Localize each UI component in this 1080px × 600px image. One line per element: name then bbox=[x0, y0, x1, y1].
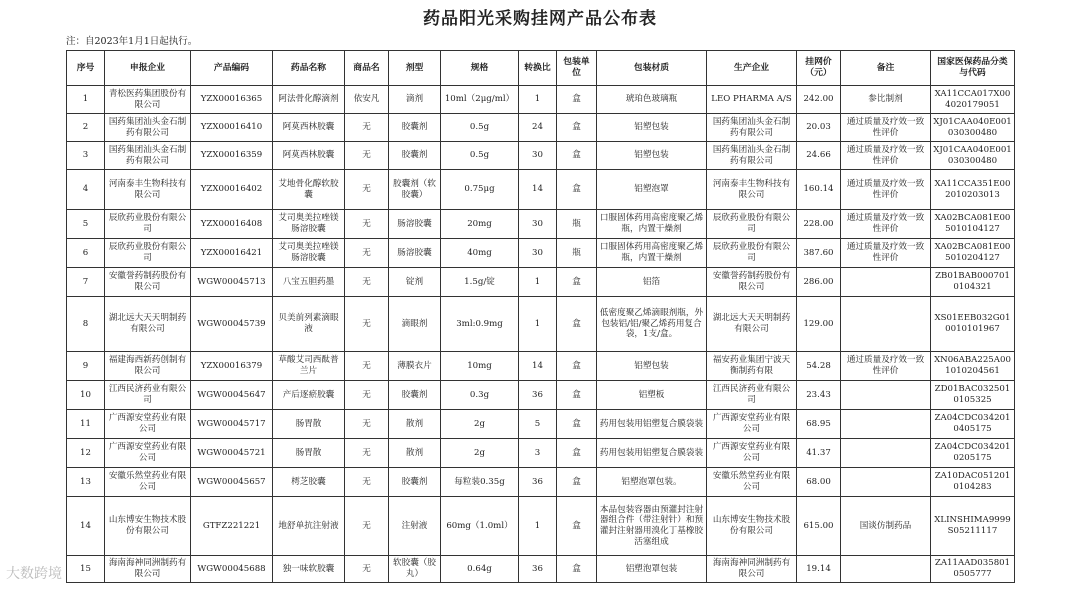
table-cell: 1 bbox=[519, 297, 557, 352]
table-cell: 通过质量及疗效一致性评价 bbox=[841, 210, 931, 239]
table-cell: XN06ABA225A001010204561 bbox=[931, 352, 1015, 381]
column-header: 商品名 bbox=[345, 51, 389, 86]
table-cell: 盒 bbox=[557, 170, 597, 210]
column-header: 规格 bbox=[441, 51, 519, 86]
table-cell: YZX00016410 bbox=[191, 114, 273, 142]
table-cell: 20mg bbox=[441, 210, 519, 239]
table-cell: 1 bbox=[67, 86, 105, 114]
column-header: 挂网价（元） bbox=[797, 51, 841, 86]
table-cell: 387.60 bbox=[797, 239, 841, 268]
table-cell: 6 bbox=[67, 239, 105, 268]
table-cell: 盒 bbox=[557, 410, 597, 439]
table-cell: 36 bbox=[519, 381, 557, 410]
table-row bbox=[67, 239, 1015, 268]
table-cell: 辰欣药业股份有限公司 bbox=[707, 239, 797, 268]
table-cell: 9 bbox=[67, 352, 105, 381]
table-cell: 无 bbox=[345, 114, 389, 142]
table-row bbox=[67, 410, 1015, 439]
table-cell: 盒 bbox=[557, 497, 597, 556]
table-cell: 通过质量及疗效一致性评价 bbox=[841, 142, 931, 170]
table-cell: 安徽乐然堂药业有限公司 bbox=[707, 468, 797, 497]
table-cell: 242.00 bbox=[797, 86, 841, 114]
table-cell: 胶囊剂 bbox=[389, 114, 441, 142]
table-cell: 14 bbox=[67, 497, 105, 556]
table-cell: 山东博安生物技术股份有限公司 bbox=[707, 497, 797, 556]
table-cell: 36 bbox=[519, 556, 557, 583]
table-cell: 产后逐瘀胶囊 bbox=[273, 381, 345, 410]
table-cell: 盒 bbox=[557, 297, 597, 352]
table-cell: ZA10DAC0512010104283 bbox=[931, 468, 1015, 497]
table-cell: 盒 bbox=[557, 268, 597, 297]
table-cell: 30 bbox=[519, 210, 557, 239]
table-cell: 湖北远大天天明制药有限公司 bbox=[105, 297, 191, 352]
table-cell: 铝塑泡罩 bbox=[597, 170, 707, 210]
column-header: 产品编码 bbox=[191, 51, 273, 86]
table-cell: 3 bbox=[67, 142, 105, 170]
table-cell: 铝塑板 bbox=[597, 381, 707, 410]
table-cell: 滴剂 bbox=[389, 86, 441, 114]
table-cell: 68.95 bbox=[797, 410, 841, 439]
table-cell: 广西源安堂药业有限公司 bbox=[707, 410, 797, 439]
table-cell: 低密度聚乙烯滴眼剂瓶，外包装铝/铝/聚乙烯药用复合袋，1支/盒。 bbox=[597, 297, 707, 352]
table-cell: 海南海神同洲制药有限公司 bbox=[105, 556, 191, 583]
table-cell: 无 bbox=[345, 268, 389, 297]
table-cell: WGW00045721 bbox=[191, 439, 273, 468]
table-cell: 肠溶胶囊 bbox=[389, 239, 441, 268]
table-cell: 4 bbox=[67, 170, 105, 210]
table-cell: 无 bbox=[345, 468, 389, 497]
table-row bbox=[67, 170, 1015, 210]
table-cell: 河南泰丰生物科技有限公司 bbox=[105, 170, 191, 210]
table-cell: WGW00045647 bbox=[191, 381, 273, 410]
column-header: 包装单位 bbox=[557, 51, 597, 86]
table-cell: XA02BCA081E005010204127 bbox=[931, 239, 1015, 268]
table-cell: 盒 bbox=[557, 142, 597, 170]
table-cell: 福建海西新药创制有限公司 bbox=[105, 352, 191, 381]
table-cell: ZA11AAD0358010505777 bbox=[931, 556, 1015, 583]
table-cell: 24.66 bbox=[797, 142, 841, 170]
table-cell: 通过质量及疗效一致性评价 bbox=[841, 239, 931, 268]
table-cell: 樗芝胶囊 bbox=[273, 468, 345, 497]
column-header: 生产企业 bbox=[707, 51, 797, 86]
product-table bbox=[66, 50, 1015, 583]
table-cell: YZX00016379 bbox=[191, 352, 273, 381]
table-cell: XA02BCA081E005010104127 bbox=[931, 210, 1015, 239]
table-cell: 地舒单抗注射液 bbox=[273, 497, 345, 556]
table-cell: 艾司奥美拉唑镁肠溶胶囊 bbox=[273, 239, 345, 268]
table-cell: 肠溶胶囊 bbox=[389, 210, 441, 239]
table-cell: 药用包装用铝塑复合膜袋装 bbox=[597, 439, 707, 468]
table-cell: 10ml（2μg/ml） bbox=[441, 86, 519, 114]
table-cell: 无 bbox=[345, 556, 389, 583]
table-cell: 安徽乐然堂药业有限公司 bbox=[105, 468, 191, 497]
table-cell: 10mg bbox=[441, 352, 519, 381]
table-cell bbox=[841, 468, 931, 497]
table-cell: 13 bbox=[67, 468, 105, 497]
table-cell: 盒 bbox=[557, 352, 597, 381]
table-cell: 八宝五胆药墨 bbox=[273, 268, 345, 297]
table-cell: 散剂 bbox=[389, 439, 441, 468]
table-cell: 7 bbox=[67, 268, 105, 297]
table-header-row bbox=[67, 51, 1015, 86]
table-cell: 湖北远大天天明制药有限公司 bbox=[707, 297, 797, 352]
table-cell: 软胶囊（胶丸） bbox=[389, 556, 441, 583]
table-cell: XLINSHIMA9999S05211117 bbox=[931, 497, 1015, 556]
table-cell: 19.14 bbox=[797, 556, 841, 583]
table-cell: 盒 bbox=[557, 439, 597, 468]
table-cell: YZX00016365 bbox=[191, 86, 273, 114]
column-header: 备注 bbox=[841, 51, 931, 86]
table-cell: 瓶 bbox=[557, 239, 597, 268]
table-cell: 锭剂 bbox=[389, 268, 441, 297]
table-cell: 琥珀色玻璃瓶 bbox=[597, 86, 707, 114]
table-cell: 口服固体药用高密度聚乙烯瓶，内置干燥剂 bbox=[597, 210, 707, 239]
table-cell: 68.00 bbox=[797, 468, 841, 497]
table-cell: 0.5g bbox=[441, 114, 519, 142]
table-cell bbox=[841, 439, 931, 468]
table-cell: 铝塑泡罩包装 bbox=[597, 556, 707, 583]
table-cell: 铝塑包装 bbox=[597, 142, 707, 170]
table-cell: 胶囊剂 bbox=[389, 468, 441, 497]
table-cell: 注射液 bbox=[389, 497, 441, 556]
table-cell: 8 bbox=[67, 297, 105, 352]
table-cell: 铝塑包装 bbox=[597, 352, 707, 381]
table-cell: GTFZ221221 bbox=[191, 497, 273, 556]
table-cell: 无 bbox=[345, 239, 389, 268]
table-cell: 贝美前列素滴眼液 bbox=[273, 297, 345, 352]
table-cell: 30 bbox=[519, 239, 557, 268]
table-cell: 2g bbox=[441, 410, 519, 439]
table-cell: 无 bbox=[345, 497, 389, 556]
table-cell: 23.43 bbox=[797, 381, 841, 410]
table-cell: YZX00016359 bbox=[191, 142, 273, 170]
table-cell: 肠胃散 bbox=[273, 410, 345, 439]
table-cell: 0.64g bbox=[441, 556, 519, 583]
table-row bbox=[67, 439, 1015, 468]
table-row bbox=[67, 86, 1015, 114]
table-cell: 盒 bbox=[557, 86, 597, 114]
table-cell: 36 bbox=[519, 468, 557, 497]
table-cell: XS01EEB032G010010101967 bbox=[931, 297, 1015, 352]
table-cell bbox=[841, 381, 931, 410]
table-cell: WGW00045713 bbox=[191, 268, 273, 297]
table-cell: YZX00016408 bbox=[191, 210, 273, 239]
table-cell: 铝塑泡罩包装。 bbox=[597, 468, 707, 497]
table-cell: ZD01BAC0325010105325 bbox=[931, 381, 1015, 410]
table-cell: XA11CCA351E002010203013 bbox=[931, 170, 1015, 210]
table-row bbox=[67, 297, 1015, 352]
column-header: 药品名称 bbox=[273, 51, 345, 86]
table-cell: 口服固体药用高密度聚乙烯瓶，内置干燥剂 bbox=[597, 239, 707, 268]
table-cell: 30 bbox=[519, 142, 557, 170]
table-cell: 20.03 bbox=[797, 114, 841, 142]
table-row bbox=[67, 556, 1015, 583]
table-cell: WGW00045657 bbox=[191, 468, 273, 497]
table-cell bbox=[841, 556, 931, 583]
column-header: 转换比 bbox=[519, 51, 557, 86]
column-header: 剂型 bbox=[389, 51, 441, 86]
table-row bbox=[67, 210, 1015, 239]
table-cell: 54.28 bbox=[797, 352, 841, 381]
watermark-logo: 大数跨境 bbox=[6, 566, 62, 582]
table-cell: 海南海神同洲制药有限公司 bbox=[707, 556, 797, 583]
table-cell: 广西源安堂药业有限公司 bbox=[707, 439, 797, 468]
table-cell: 40mg bbox=[441, 239, 519, 268]
table-cell: 5 bbox=[67, 210, 105, 239]
table-cell: 国药集团汕头金石制药有限公司 bbox=[707, 114, 797, 142]
table-cell: 盒 bbox=[557, 381, 597, 410]
table-cell: WGW00045717 bbox=[191, 410, 273, 439]
table-cell: 艾司奥美拉唑镁肠溶胶囊 bbox=[273, 210, 345, 239]
table-cell: 5 bbox=[519, 410, 557, 439]
table-cell: 江西民济药业有限公司 bbox=[707, 381, 797, 410]
table-cell: XJ01CAA040E001030300480 bbox=[931, 114, 1015, 142]
table-cell: 11 bbox=[67, 410, 105, 439]
table-cell: 辰欣药业股份有限公司 bbox=[105, 239, 191, 268]
table-cell: XJ01CAA040E001030300480 bbox=[931, 142, 1015, 170]
table-cell: 国谈仿制药品 bbox=[841, 497, 931, 556]
table-cell: 药用包装用铝塑复合膜袋装 bbox=[597, 410, 707, 439]
table-cell: 41.37 bbox=[797, 439, 841, 468]
table-row bbox=[67, 497, 1015, 556]
table-cell: 盒 bbox=[557, 556, 597, 583]
table-cell: 1 bbox=[519, 86, 557, 114]
table-cell bbox=[841, 268, 931, 297]
table-cell: 辰欣药业股份有限公司 bbox=[707, 210, 797, 239]
column-header: 国家医保药品分类与代码 bbox=[931, 51, 1015, 86]
table-cell: 安徽誉药制药股份有限公司 bbox=[707, 268, 797, 297]
table-cell: 河南泰丰生物科技有限公司 bbox=[707, 170, 797, 210]
table-cell: 本品包装容器由预灌封注射器组合件（带注射针）和预灌封注射器用溴化丁基橡胶活塞组成 bbox=[597, 497, 707, 556]
table-cell: 无 bbox=[345, 142, 389, 170]
table-cell: XA11CCA017X004020179051 bbox=[931, 86, 1015, 114]
table-cell: 10 bbox=[67, 381, 105, 410]
table-row bbox=[67, 468, 1015, 497]
table-cell: 14 bbox=[519, 170, 557, 210]
table-cell: 无 bbox=[345, 170, 389, 210]
table-cell: ZB01BAB0007010104321 bbox=[931, 268, 1015, 297]
table-cell: 24 bbox=[519, 114, 557, 142]
table-cell: 阿莫西林胶囊 bbox=[273, 114, 345, 142]
table-cell: 盒 bbox=[557, 114, 597, 142]
table-cell: 通过质量及疗效一致性评价 bbox=[841, 170, 931, 210]
table-cell: 通过质量及疗效一致性评价 bbox=[841, 114, 931, 142]
table-cell: 广西源安堂药业有限公司 bbox=[105, 410, 191, 439]
table-cell: 国药集团汕头金石制药有限公司 bbox=[707, 142, 797, 170]
table-cell: 安徽誉药制药股份有限公司 bbox=[105, 268, 191, 297]
table-cell: 草酸艾司西酞普兰片 bbox=[273, 352, 345, 381]
table-cell: 无 bbox=[345, 410, 389, 439]
column-header: 包装材质 bbox=[597, 51, 707, 86]
table-cell: 铝塑包装 bbox=[597, 114, 707, 142]
column-header: 申报企业 bbox=[105, 51, 191, 86]
table-row bbox=[67, 114, 1015, 142]
table-cell: 0.75μg bbox=[441, 170, 519, 210]
table-cell: 依安凡 bbox=[345, 86, 389, 114]
table-cell: 228.00 bbox=[797, 210, 841, 239]
table-row bbox=[67, 268, 1015, 297]
table-cell: 无 bbox=[345, 297, 389, 352]
table-cell: 1 bbox=[519, 497, 557, 556]
table-row bbox=[67, 352, 1015, 381]
table-cell: 286.00 bbox=[797, 268, 841, 297]
table-cell: 1 bbox=[519, 268, 557, 297]
page-title: 药品阳光采购挂网产品公布表 bbox=[423, 9, 657, 29]
table-cell: 阿法骨化醇滴剂 bbox=[273, 86, 345, 114]
table-cell: 无 bbox=[345, 352, 389, 381]
table-cell: 15 bbox=[67, 556, 105, 583]
table-cell: 3ml:0.9mg bbox=[441, 297, 519, 352]
table-cell: 12 bbox=[67, 439, 105, 468]
table-cell bbox=[841, 410, 931, 439]
table-cell: 独一味软胶囊 bbox=[273, 556, 345, 583]
column-header: 序号 bbox=[67, 51, 105, 86]
table-cell: 福安药业集团宁波天衡制药有限 bbox=[707, 352, 797, 381]
table-cell: 参比制剂 bbox=[841, 86, 931, 114]
table-cell: 160.14 bbox=[797, 170, 841, 210]
table-cell: 胶囊剂 bbox=[389, 381, 441, 410]
table-cell: 国药集团汕头金石制药有限公司 bbox=[105, 114, 191, 142]
table-cell: YZX00016421 bbox=[191, 239, 273, 268]
table-cell: 散剂 bbox=[389, 410, 441, 439]
table-cell bbox=[841, 297, 931, 352]
table-cell: 0.5g bbox=[441, 142, 519, 170]
table-cell: LEO PHARMA A/S bbox=[707, 86, 797, 114]
table-cell: 胶囊剂 bbox=[389, 142, 441, 170]
table-cell: 阿莫西林胶囊 bbox=[273, 142, 345, 170]
table-cell: 无 bbox=[345, 439, 389, 468]
table-cell: 129.00 bbox=[797, 297, 841, 352]
table-cell: 瓶 bbox=[557, 210, 597, 239]
table-cell: 广西源安堂药业有限公司 bbox=[105, 439, 191, 468]
table-row bbox=[67, 381, 1015, 410]
table-cell: 肠胃散 bbox=[273, 439, 345, 468]
table-cell: WGW00045688 bbox=[191, 556, 273, 583]
table-cell: ZA04CDC0342010205175 bbox=[931, 439, 1015, 468]
effective-date-note: 注：自2023年1月1日起执行。 bbox=[66, 36, 198, 47]
table-cell: 每粒装0.35g bbox=[441, 468, 519, 497]
table-cell: 铝箔 bbox=[597, 268, 707, 297]
table-cell: 14 bbox=[519, 352, 557, 381]
table-cell: 艾地骨化醇软胶囊 bbox=[273, 170, 345, 210]
table-cell: 江西民济药业有限公司 bbox=[105, 381, 191, 410]
table-cell: 615.00 bbox=[797, 497, 841, 556]
table-cell: 青松医药集团股份有限公司 bbox=[105, 86, 191, 114]
table-cell: 2g bbox=[441, 439, 519, 468]
table-cell: WGW00045739 bbox=[191, 297, 273, 352]
table-cell: YZX00016402 bbox=[191, 170, 273, 210]
table-cell: 无 bbox=[345, 381, 389, 410]
table-cell: 滴眼剂 bbox=[389, 297, 441, 352]
table-cell: 辰欣药业股份有限公司 bbox=[105, 210, 191, 239]
table-row bbox=[67, 142, 1015, 170]
table-cell: 0.3g bbox=[441, 381, 519, 410]
table-cell: 2 bbox=[67, 114, 105, 142]
table-cell: 60mg（1.0ml） bbox=[441, 497, 519, 556]
table-cell: ZA04CDC0342010405175 bbox=[931, 410, 1015, 439]
table-cell: 胶囊剂（软胶囊） bbox=[389, 170, 441, 210]
table-cell: 1.5g/锭 bbox=[441, 268, 519, 297]
table-cell: 山东博安生物技术股份有限公司 bbox=[105, 497, 191, 556]
table-cell: 薄膜衣片 bbox=[389, 352, 441, 381]
table-cell: 通过质量及疗效一致性评价 bbox=[841, 352, 931, 381]
table-cell: 3 bbox=[519, 439, 557, 468]
table-cell: 国药集团汕头金石制药有限公司 bbox=[105, 142, 191, 170]
table-cell: 盒 bbox=[557, 468, 597, 497]
table-cell: 无 bbox=[345, 210, 389, 239]
